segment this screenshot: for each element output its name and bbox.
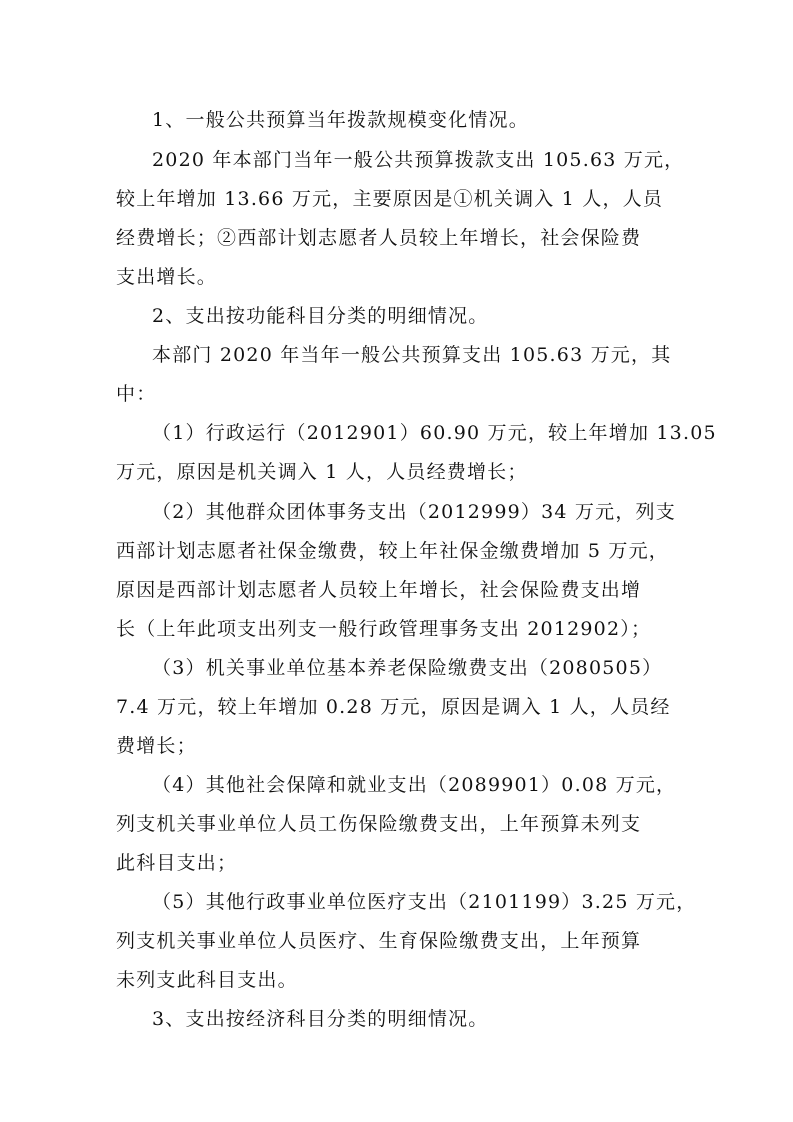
heading-2: 2、支出按功能科目分类的明细情况。 [152, 305, 489, 327]
paragraph-line: 较上年增加 13.66 万元，主要原因是①机关调入 1 人，人员 [116, 188, 664, 210]
paragraph-line: 经费增长；②西部计划志愿者人员较上年增长，社会保险费 [116, 227, 642, 249]
paragraph-line: 支出增长。 [116, 266, 218, 288]
list-item-line: 长（上年此项支出列支一般行政管理事务支出 2012902）； [116, 618, 652, 640]
list-item-line: 此科目支出； [116, 852, 238, 874]
heading-3: 3、支出按经济科目分类的明细情况。 [152, 1008, 489, 1030]
list-item-line: （1）行政运行（2012901）60.90 万元，较上年增加 13.05 [152, 422, 717, 444]
list-item-line: 西部计划志愿者社保金缴费，较上年社保金缴费增加 5 万元， [116, 540, 669, 562]
list-item-line: 未列支此科目支出。 [116, 969, 298, 991]
paragraph-line: 中： [116, 383, 157, 405]
heading-1: 1、一般公共预算当年拨款规模变化情况。 [152, 109, 529, 131]
paragraph-line: 本部门 2020 年当年一般公共预算支出 105.63 万元，其 [152, 344, 672, 366]
list-item-line: 7.4 万元，较上年增加 0.28 万元，原因是调入 1 人，人员经 [116, 696, 671, 718]
list-item-line: 列支机关事业单位人员医疗、生育保险缴费支出，上年预算 [116, 930, 642, 952]
list-item-line: （5）其他行政事业单位医疗支出（2101199）3.25 万元， [152, 891, 697, 913]
list-item-line: 万元，原因是机关调入 1 人，人员经费增长； [116, 461, 528, 483]
list-item-line: （4）其他社会保障和就业支出（2089901）0.08 万元， [152, 774, 677, 796]
list-item-line: 费增长； [116, 735, 197, 757]
list-item-line: 原因是西部计划志愿者人员较上年增长，社会保险费支出增 [116, 579, 642, 601]
list-item-line: 列支机关事业单位人员工伤保险缴费支出，上年预算未列支 [116, 813, 642, 835]
paragraph-line: 2020 年本部门当年一般公共预算拨款支出 105.63 万元， [152, 149, 685, 171]
list-item-line: （2）其他群众团体事务支出（2012999）34 万元，列支 [152, 501, 676, 523]
list-item-line: （3）机关事业单位基本养老保险缴费支出（2080505） [152, 657, 663, 679]
